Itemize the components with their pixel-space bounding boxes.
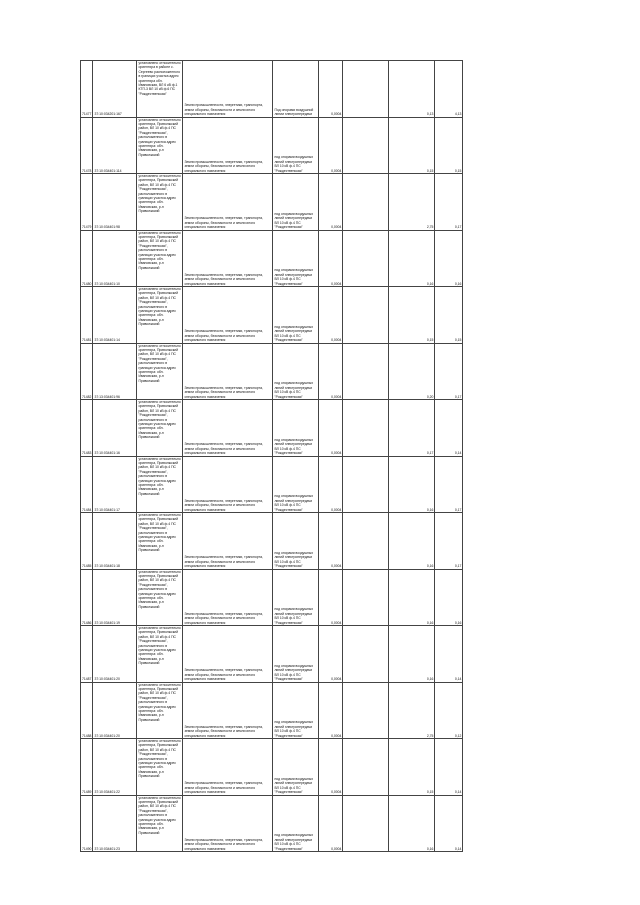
location-description-cell [137, 626, 183, 683]
table-row [81, 739, 463, 796]
permitted-use-cell: под опорами воздушных линий электропередачи ВЛ 10 кВ ф.4 ПС "Рождественская" [273, 569, 319, 626]
table-row [81, 569, 463, 626]
land-category-cell: Земли промышленности, энергетики, транспорта, земли обороны, безопасности и земли иного специального назначения [183, 174, 273, 231]
permitted-use-cell: под опорами воздушных линий электропередачи ВЛ 10 кВ ф.4 ПС "Рождественская" [273, 456, 319, 513]
land-category-cell: Земли промышленности, энергетики, транспорта, земли обороны, безопасности и земли иного специального назначения [183, 117, 273, 174]
area-cell: 0,0004 [319, 117, 343, 174]
table-row [81, 174, 463, 231]
row-id-cell: 71489 [81, 739, 93, 796]
permitted-use-cell: Под опорами воздушной линии электропередачи [273, 61, 319, 118]
cadastral-number-cell: 37:10:034401:14 [93, 287, 137, 344]
rate-cell: 0,16 [389, 230, 435, 287]
area-cell: 0,0004 [319, 626, 343, 683]
area-cell: 0,0004 [319, 513, 343, 570]
land-category-cell: Земли промышленности, энергетики, транспорта, земли обороны, безопасности и земли иного специального назначения [183, 230, 273, 287]
land-category-cell: Земли промышленности, энергетики, транспорта, земли обороны, безопасности и земли иного специального назначения [183, 61, 273, 118]
land-plots-table [80, 60, 463, 852]
cadastral-number-cell: 37:10:034401:17 [93, 456, 137, 513]
permitted-use-cell: под опорами воздушных линий электропередачи ВЛ 10 кВ ф.4 ПС "Рождественская" [273, 230, 319, 287]
amount-cell: 0,16 [435, 230, 463, 287]
location-description-text: установлено относительно ориентира, Приволжский район, ВЛ 10 кВ ф.4 ПС "Рождественская", расположенного в границах участка адрес ориентира: обл. Ивановская, р-н Приволжский [138, 117, 181, 157]
location-description-cell [137, 61, 183, 118]
row-id-cell: 71487 [81, 626, 93, 683]
row-id-cell: 71478 [81, 117, 93, 174]
location-description-cell [137, 682, 183, 739]
area-cell: 0,0004 [319, 400, 343, 457]
empty-value-cell [343, 174, 389, 231]
empty-value-cell [343, 287, 389, 344]
empty-value-cell [343, 682, 389, 739]
area-cell: 0,0004 [319, 174, 343, 231]
cadastral-number-cell: 37:10:034401:10 [93, 230, 137, 287]
cadastral-number-cell: 37:10:034401:20 [93, 682, 137, 739]
amount-cell: 0,15 [435, 287, 463, 344]
permitted-use-cell: под опорами воздушных линий электропередачи ВЛ 10 кВ ф.4 ПС "Рождественская" [273, 795, 319, 852]
permitted-use-cell: под опорами воздушных линий электропередачи ВЛ 10 кВ ф.4 ПС "Рождественская" [273, 400, 319, 457]
location-description-cell [137, 117, 183, 174]
rate-cell: 0,16 [389, 795, 435, 852]
land-category-cell: Земли промышленности, энергетики, транспорта, земли обороны, безопасности и земли иного специального назначения [183, 343, 273, 400]
area-cell: 0,0004 [319, 456, 343, 513]
cadastral-number-cell: 37:10:034401:19 [93, 569, 137, 626]
amount-cell: 0,17 [435, 174, 463, 231]
location-description-text: установлено относительно ориентира, Приволжский район, ВЛ 10 кВ ф.4 ПС "Рождественская", расположенного в границах участка адрес ориентира: обл. Ивановская, р-н Приволжский [138, 343, 181, 383]
land-category-cell: Земли промышленности, энергетики, транспорта, земли обороны, безопасности и земли иного специального назначения [183, 739, 273, 796]
location-description-text: установлено относительно ориентира, Приволжский район, ВЛ 10 кВ ф.4 ПС "Рождественская", расположенного в границах участка адрес ориентира: обл. Ивановская, р-н Приволжский [138, 682, 181, 722]
rate-cell: 0,15 [389, 117, 435, 174]
land-category-cell: Земли промышленности, энергетики, транспорта, земли обороны, безопасности и земли иного специального назначения [183, 682, 273, 739]
row-id-cell: 71480 [81, 230, 93, 287]
table-row [81, 117, 463, 174]
location-description-text: установлено относительно ориентира, Приволжский район, ВЛ 10 кВ ф.4 ПС "Рождественская", расположенного в границах участка адрес ориентира: обл. Ивановская, р-н Приволжский [138, 626, 181, 666]
location-description-text: установлено относительно ориентира, Приволжский район, ВЛ 10 кВ ф.4 ПС "Рождественская", расположенного в границах участка адрес ориентира: обл. Ивановская, р-н Приволжский [138, 174, 181, 214]
permitted-use-cell: под опорами воздушных линий электропередачи ВЛ 10 кВ ф.4 ПС "Рождественская" [273, 626, 319, 683]
location-description-cell [137, 400, 183, 457]
rate-cell: 0,20 [389, 343, 435, 400]
empty-value-cell [343, 343, 389, 400]
cadastral-number-cell: 37:10:034401:18 [93, 513, 137, 570]
table-row [81, 513, 463, 570]
amount-cell: 0,17 [435, 456, 463, 513]
location-description-text: установлено относительно ориентира, Приволжский район, ВЛ 10 кВ ф.4 ПС "Рождественская", расположенного в границах участка адрес ориентира: обл. Ивановская, р-н Приволжский [138, 287, 181, 327]
table-row [81, 287, 463, 344]
row-id-cell: 71482 [81, 343, 93, 400]
empty-value-cell [343, 795, 389, 852]
land-category-cell: Земли промышленности, энергетики, транспорта, земли обороны, безопасности и земли иного специального назначения [183, 626, 273, 683]
land-category-cell: Земли промышленности, энергетики, транспорта, земли обороны, безопасности и земли иного специального назначения [183, 569, 273, 626]
table-row [81, 795, 463, 852]
area-cell: 0,0004 [319, 682, 343, 739]
location-description-cell [137, 174, 183, 231]
location-description-cell [137, 343, 183, 400]
rate-cell: 0,16 [389, 569, 435, 626]
empty-value-cell [343, 230, 389, 287]
rate-cell: 0,15 [389, 739, 435, 796]
row-id-cell: 71484 [81, 456, 93, 513]
rate-cell: 0,15 [389, 287, 435, 344]
table-row [81, 230, 463, 287]
area-cell: 0,0004 [319, 795, 343, 852]
area-cell: 0,0004 [319, 230, 343, 287]
location-description-text: установлено относительно ориентира, Приволжский район, ВЛ 10 кВ ф.4 ПС "Рождественская", расположенного в границах участка адрес ориентира: обл. Ивановская, р-н Приволжский [138, 513, 181, 553]
location-description-text: установлено относительно ориентира, Приволжский район, ВЛ 10 кВ ф.4 ПС "Рождественская", расположенного в границах участка адрес ориентира: обл. Ивановская, р-н Приволжский [138, 795, 181, 835]
rate-cell: 0,16 [389, 513, 435, 570]
cadastral-number-cell: 37:10:034401:20 [93, 626, 137, 683]
area-cell: 0,0004 [319, 287, 343, 344]
amount-cell: 0,14 [435, 400, 463, 457]
row-id-cell: 71477 [81, 61, 93, 118]
cadastral-number-cell: 37:10:034401:114 [93, 117, 137, 174]
location-description-cell [137, 287, 183, 344]
row-id-cell: 71486 [81, 569, 93, 626]
row-id-cell: 71485 [81, 513, 93, 570]
location-description-text: установлено относительно ориентира, Приволжский район, ВЛ 10 кВ ф.4 ПС "Рождественская", расположенного в границах участка адрес ориентира: обл. Ивановская, р-н Приволжский [138, 400, 181, 440]
table-row [81, 343, 463, 400]
rate-cell: 0,13 [389, 61, 435, 118]
amount-cell: 4,13 [435, 61, 463, 118]
location-description-cell [137, 456, 183, 513]
amount-cell: 0,17 [435, 343, 463, 400]
empty-value-cell [343, 626, 389, 683]
row-id-cell: 71479 [81, 174, 93, 231]
table-row [81, 400, 463, 457]
permitted-use-cell: под опорами воздушных линий электропередачи ВЛ 10 кВ ф.4 ПС "Рождественская" [273, 117, 319, 174]
amount-cell: 0,12 [435, 682, 463, 739]
amount-cell: 0,14 [435, 626, 463, 683]
row-id-cell: 71490 [81, 795, 93, 852]
cadastral-number-cell: 37:10:034401:98 [93, 174, 137, 231]
location-description-text: установлено относительно ориентира, Приволжский район, ВЛ 10 кВ ф.4 ПС "Рождественская", расположенного в границах участка адрес ориентира: обл. Ивановская, р-н Приволжский [138, 569, 181, 609]
table-row [81, 626, 463, 683]
row-id-cell: 71488 [81, 682, 93, 739]
area-cell: 0,0004 [319, 739, 343, 796]
row-id-cell: 71483 [81, 400, 93, 457]
table-row [81, 61, 463, 118]
empty-value-cell [343, 117, 389, 174]
amount-cell: 0,15 [435, 117, 463, 174]
cadastral-number-cell: 37:10:034401:22 [93, 739, 137, 796]
land-category-cell: Земли промышленности, энергетики, транспорта, земли обороны, безопасности и земли иного специального назначения [183, 513, 273, 570]
permitted-use-cell: под опорами воздушных линий электропередачи ВЛ 10 кВ ф.4 ПС "Рождественская" [273, 174, 319, 231]
location-description-text: установлено относительно ориентира, Приволжский район, ВЛ 10 кВ ф.4 ПС "Рождественская", расположенного в границах участка адрес ориентира: обл. Ивановская, р-н Приволжский [138, 230, 181, 270]
cadastral-number-cell: 37:10:034201:167 [93, 61, 137, 118]
cadastral-number-cell: 37:10:034401:16 [93, 400, 137, 457]
permitted-use-cell: под опорами воздушных линий электропередачи ВЛ 10 кВ ф.4 ПС "Рождественская" [273, 682, 319, 739]
permitted-use-cell: под опорами воздушных линий электропередачи ВЛ 10 кВ ф.4 ПС "Рождественская" [273, 739, 319, 796]
area-cell: 0,0004 [319, 343, 343, 400]
empty-value-cell [343, 61, 389, 118]
empty-value-cell [343, 456, 389, 513]
table-body [81, 61, 463, 852]
empty-value-cell [343, 569, 389, 626]
location-description-text: установлено относительно ориентира, Приволжский район, ВЛ 10 кВ ф.4 ПС "Рождественская", расположенного в границах участка адрес ориентира: обл. Ивановская, р-н Приволжский [138, 739, 181, 779]
document-sheet [80, 60, 463, 852]
rate-cell: 0,16 [389, 456, 435, 513]
location-description-cell [137, 230, 183, 287]
permitted-use-cell: под опорами воздушных линий электропередачи ВЛ 10 кВ ф.4 ПС "Рождественская" [273, 287, 319, 344]
rate-cell: 2,75 [389, 682, 435, 739]
table-row [81, 456, 463, 513]
location-description-cell [137, 569, 183, 626]
rate-cell: 2,75 [389, 174, 435, 231]
permitted-use-cell: под опорами воздушных линий электропередачи ВЛ 10 кВ ф.4 ПС "Рождественская" [273, 343, 319, 400]
empty-value-cell [343, 400, 389, 457]
empty-value-cell [343, 513, 389, 570]
location-description-cell [137, 739, 183, 796]
empty-value-cell [343, 739, 389, 796]
land-category-cell: Земли промышленности, энергетики, транспорта, земли обороны, безопасности и земли иного специального назначения [183, 795, 273, 852]
amount-cell: 0,14 [435, 795, 463, 852]
row-id-cell: 71481 [81, 287, 93, 344]
amount-cell: 0,14 [435, 739, 463, 796]
table-row [81, 682, 463, 739]
area-cell: 0,0004 [319, 61, 343, 118]
location-description-text: установлено относительно ориентира, Приволжский район, ВЛ 10 кВ ф.4 ПС "Рождественская", расположенного в границах участка адрес ориентира: обл. Ивановская, р-н Приволжский [138, 456, 181, 496]
area-cell: 0,0004 [319, 569, 343, 626]
cadastral-number-cell: 37:13:034401:96 [93, 343, 137, 400]
land-category-cell: Земли промышленности, энергетики, транспорта, земли обороны, безопасности и земли иного специального назначения [183, 456, 273, 513]
amount-cell: 0,17 [435, 513, 463, 570]
location-description-cell [137, 513, 183, 570]
amount-cell: 0,16 [435, 569, 463, 626]
land-category-cell: Земли промышленности, энергетики, транспорта, земли обороны, безопасности и земли иного специального назначения [183, 400, 273, 457]
rate-cell: 0,17 [389, 400, 435, 457]
location-description-cell [137, 795, 183, 852]
permitted-use-cell: под опорами воздушных линий электропередачи ВЛ 10 кВ ф.4 ПС "Рождественская" [273, 513, 319, 570]
cadastral-number-cell: 37:10:034401:23 [93, 795, 137, 852]
rate-cell: 0,16 [389, 626, 435, 683]
location-description-text: установлено относительно ориентира в районе с. Сергеево расположенного в границах участка адрес ориентира обл. Ивановская, ВЛ 6 кВ ф.1 КТП-3 ВЛ 10 кВ ф.6 ПС "Рождественская" [138, 61, 181, 96]
land-category-cell: Земли промышленности, энергетики, транспорта, земли обороны, безопасности и земли иного специального назначения [183, 287, 273, 344]
